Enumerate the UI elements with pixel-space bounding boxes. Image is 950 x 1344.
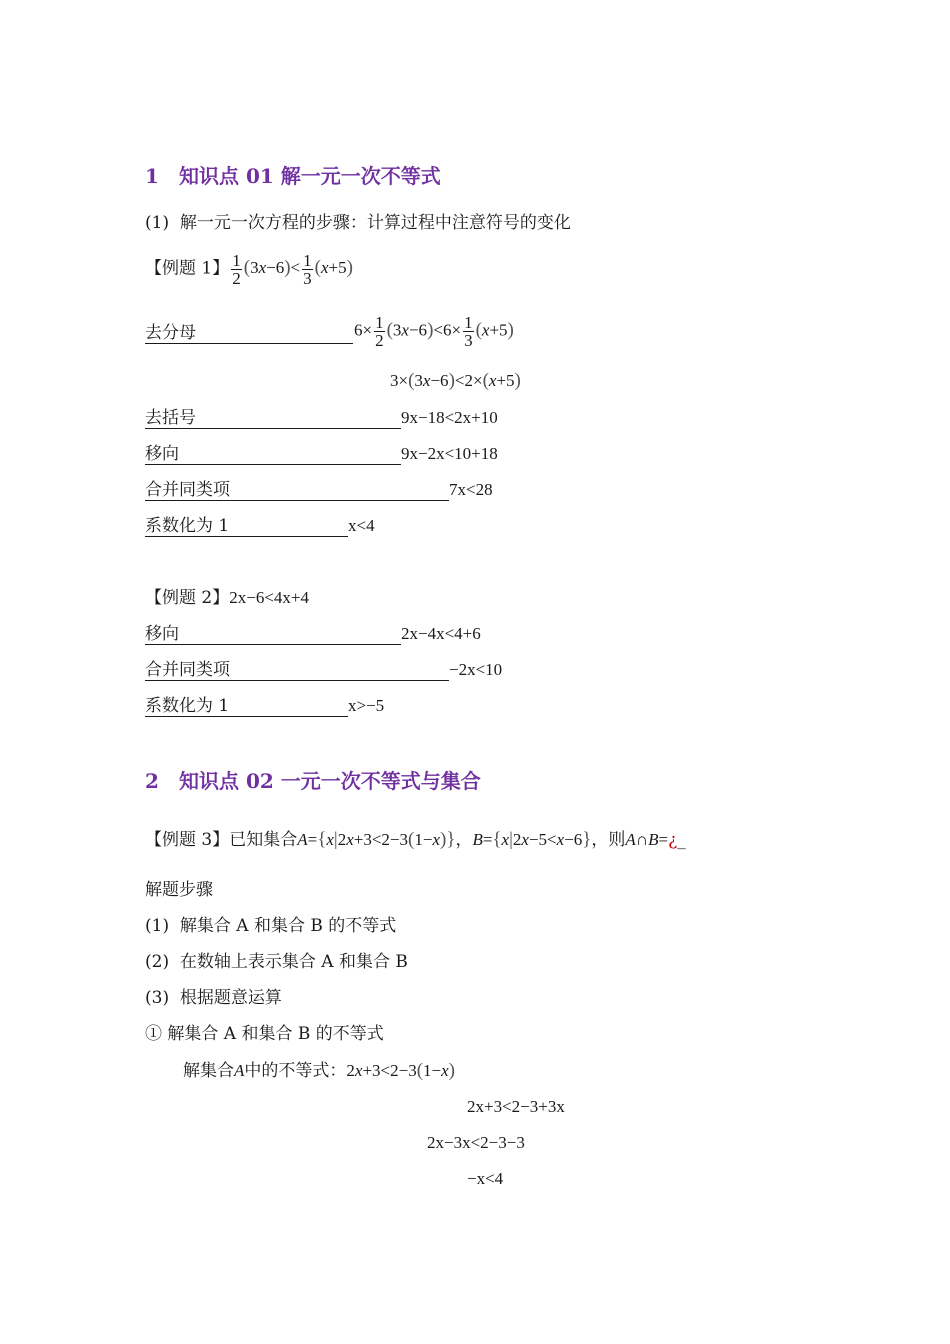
step-label: 系数化为 1 — [145, 696, 348, 717]
derivation-line: −x<4 — [467, 1169, 504, 1188]
section-heading-1 — [145, 160, 441, 189]
step-row — [145, 659, 502, 681]
step-row — [145, 479, 493, 501]
step-row — [145, 322, 353, 344]
solution-step — [145, 915, 396, 937]
step-label: 合并同类项 — [145, 480, 449, 501]
example3-problem: 【例题 3】已知集合A={x|2x+3<2−3(1−x)}，B={x|2x−5<x−6}，则A∩B=¿_ — [145, 829, 686, 850]
circled-step: ① 解集合 A 和集合 B 的不等式 — [145, 1024, 384, 1044]
step-expression: 2x−4x<4+6 — [401, 624, 481, 643]
section-title: 知识点 02 一元一次不等式与集合 — [179, 769, 481, 793]
step-row — [145, 443, 498, 465]
solution-title: 解题步骤 — [145, 880, 213, 900]
step-row — [145, 623, 481, 645]
solution-step-index: (1) — [145, 916, 170, 936]
step-row — [145, 695, 384, 717]
step-expression: −2x<10 — [449, 660, 503, 679]
intersection-expression: A∩B= — [625, 830, 669, 849]
solution-step — [145, 987, 282, 1009]
solution-step-text: 解集合 A 和集合 B 的不等式 — [179, 916, 397, 936]
example3-known: 已知集合 — [229, 830, 298, 850]
derivation-line: 2x−3x<2−3−3 — [427, 1133, 525, 1152]
example1-problem — [145, 252, 353, 287]
steps-intro — [145, 212, 571, 234]
step-expression: 9x−18<2x+10 — [401, 408, 498, 427]
solution-step-text: 在数轴上表示集合 A 和集合 B — [179, 952, 408, 972]
set-a-inequality: 2x+3<2−3(1−x) — [346, 1060, 455, 1081]
step-expression: 7x<28 — [449, 480, 493, 499]
solve-set-a-mid: 中的不等式： — [244, 1061, 347, 1081]
example1-label: 【例题 1】 — [145, 258, 230, 279]
example2-expression: 2x−6<4x+4 — [229, 588, 309, 607]
example3-then: ，则 — [591, 830, 626, 850]
step-label: 系数化为 1 — [145, 516, 348, 537]
step-row — [145, 515, 375, 537]
example2-problem — [145, 587, 309, 609]
step-expression-continued: 3×(3x−6)<2×(x+5) — [390, 370, 521, 391]
section-title: 知识点 01 解一元一次不等式 — [179, 164, 441, 188]
step-label: 去分母 — [145, 323, 353, 344]
step-label: 移向 — [145, 444, 401, 465]
solution-step-index: (3) — [145, 988, 170, 1008]
example3-label: 【例题 3】 — [145, 830, 230, 850]
step-label: 移向 — [145, 624, 401, 645]
steps-intro-index: (1) — [145, 213, 170, 233]
step-label: 去括号 — [145, 408, 401, 429]
set-a-definition: A={x|2x+3<2−3(1−x)} — [297, 829, 456, 850]
section-heading-2 — [145, 765, 481, 794]
step-expression: x<4 — [348, 516, 375, 535]
answer-blank: _ — [677, 830, 686, 850]
step-expression: x>−5 — [348, 696, 385, 715]
step-label: 合并同类项 — [145, 660, 449, 681]
solve-set-a: 解集合A中的不等式：2x+3<2−3(1−x) — [183, 1060, 455, 1081]
derivation-line: 2x+3<2−3+3x — [467, 1097, 565, 1116]
solution-step — [145, 951, 408, 973]
solve-set-a-prefix: 解集合 — [183, 1061, 234, 1081]
step-row — [145, 407, 498, 429]
section-number: 1 — [145, 164, 159, 188]
example1-expression: $\frac{1}{2}$ (3x−6)< $\frac{1}{3}$ (x+5) — [232, 251, 353, 288]
step-expression: 9x−2x<10+18 — [401, 444, 498, 463]
example2-label: 【例题 2】 — [145, 588, 230, 608]
steps-intro-text: 解一元一次方程的步骤：计算过程中注意符号的变化 — [179, 213, 571, 233]
section-number: 2 — [145, 769, 159, 793]
step-expression: 6× $\frac{1}{2}$ (3x−6)<6× $\frac{1}{3}$ (x+5) — [354, 313, 514, 350]
solution-step-text: 根据题意运算 — [179, 988, 282, 1008]
answer-mark: ¿ — [668, 830, 678, 850]
set-b-definition: B={x|2x−5<x−6} — [472, 829, 592, 850]
solution-step-index: (2) — [145, 952, 170, 972]
